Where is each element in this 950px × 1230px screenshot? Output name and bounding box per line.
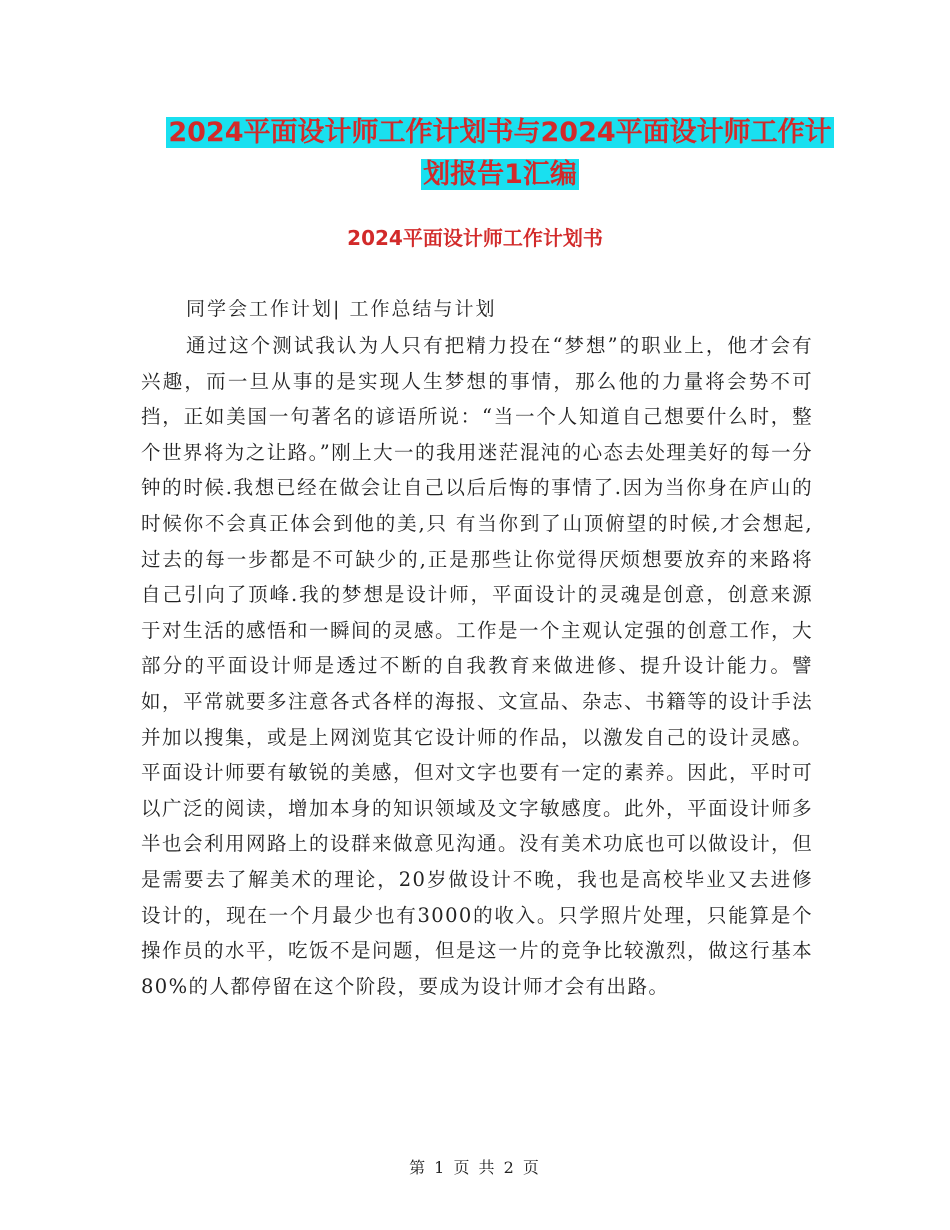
section-title: 2024平面设计师工作计划书 bbox=[347, 226, 603, 250]
subheading: 同学会工作计划| 工作总结与计划 bbox=[186, 298, 497, 320]
document-title-line-1: 2024平面设计师工作计划书与2024平面设计师工作计 bbox=[168, 117, 832, 148]
document-title-line-2: 划报告1汇编 bbox=[423, 159, 577, 190]
document-title bbox=[140, 112, 860, 196]
body-paragraph: 通过这个测试我认为人只有把精力投在“梦想”的职业上，他才会有兴趣，而一旦从事的是实现人生梦想的事情，那么他的力量将会势不可挡，正如美国一句著名的谚语所说：“当一个人知道自己想要什么时，整个世界将为之让路。”刚上大一的我用迷茫混沌的心态去处理美好的每一分钟的时候.我想已经在做会让自己以后后悔的事情了.因为当你身在庐山的时候你不会真正体会到他的美,只 有当你到了山顶俯望的时候,才会想起,过去的每一步都是不可缺少的,正是那些让你觉得厌烦想要放弃的来路将自己引向了顶峰.我的梦想是设计师，平面设计的灵魂是创意，创意来源于对生活的感悟和一瞬间的灵感。工作是一个主观认定强的创意工作，大部分的平面设计师是透过不断的自我教育来做进修、提升设计能力。譬如，平常就要多注意各式各样的海报、文宣品、杂志、书籍等的设计手法并加以搜集，或是上网浏览其它设计师的作品，以激发自己的设计灵感。平面设计师要有敏锐的美感，但对文字也要有一定的素养。因此，平时可以广泛的阅读，增加本身的知识领域及文字敏感度。此外，平面设计师多半也会利用网路上的设群来做意见沟通。没有美术功底也可以做设计，但是需要去了解美术的理论，20岁做设计不晚，我也是高校毕业又去进修设计的，现在一个月最少也有3000的收入。只学照片处理，只能算是个操作员的水平，吃饭不是问题，但是这一片的竞争比较激烈，做这行基本80%的人都停留在这个阶段，要成为设计师才会有出路。 bbox=[141, 334, 813, 998]
page-number-footer: 第 1 页 共 2 页 bbox=[409, 1158, 541, 1177]
